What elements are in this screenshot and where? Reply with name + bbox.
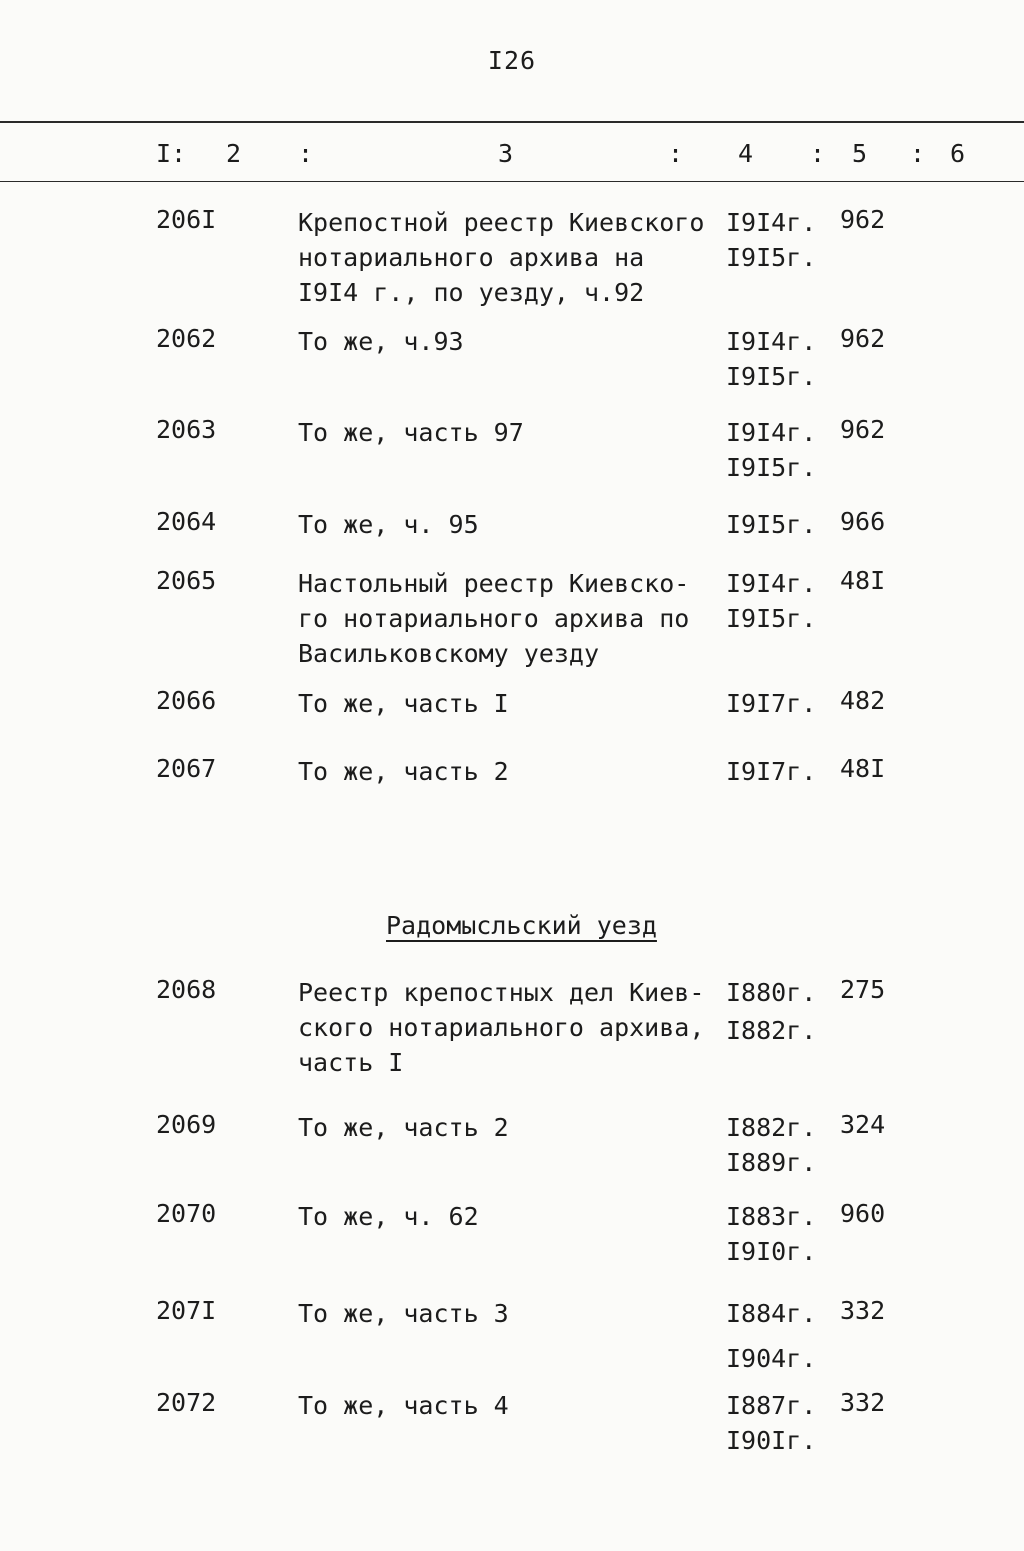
- entry-number: 2070: [156, 1199, 217, 1228]
- entry-number: 206I: [156, 205, 217, 234]
- description-line: То же, часть 3: [298, 1299, 509, 1328]
- description-line: То же, часть I: [298, 689, 509, 718]
- sheet-count: 960: [840, 1199, 886, 1228]
- sheet-count: 275: [840, 975, 886, 1004]
- start-date: I9I7г.: [726, 689, 817, 718]
- description-line: То же, часть 97: [298, 418, 524, 447]
- end-date: I9I5г.: [726, 604, 817, 633]
- description-line: То же, ч. 95: [298, 510, 479, 539]
- sheet-count: 962: [840, 415, 886, 444]
- start-date: I9I4г.: [726, 569, 817, 598]
- entry-number: 2069: [156, 1110, 217, 1139]
- entry-dates: [726, 205, 816, 275]
- entry-dates: [726, 754, 816, 789]
- entry-dates: [726, 1110, 816, 1180]
- end-date: I882г.: [726, 1016, 817, 1045]
- entry-description: [298, 507, 708, 542]
- sheet-count: 324: [840, 1110, 886, 1139]
- entry-dates: [726, 975, 816, 1048]
- end-date: I889г.: [726, 1148, 817, 1177]
- description-line: То же, ч.93: [298, 327, 464, 356]
- start-date: I887г.: [726, 1391, 817, 1420]
- sheet-count: 962: [840, 324, 886, 353]
- entry-description: [298, 1296, 708, 1331]
- description-line: Васильковскому уезду: [298, 639, 600, 668]
- entry-number: 207I: [156, 1296, 217, 1325]
- description-line: I9I4 г., по уезду, ч.92: [298, 278, 645, 307]
- start-date: I882г.: [726, 1113, 817, 1142]
- entry-description: [298, 754, 708, 789]
- column-header-1: I:: [156, 139, 187, 168]
- column-separator: :: [810, 139, 826, 168]
- page-number: I26: [487, 46, 537, 75]
- column-header-3: 3: [498, 139, 514, 168]
- start-date: I884г.: [726, 1299, 817, 1328]
- end-date: I9I5г.: [726, 453, 817, 482]
- description-line: То же, часть 4: [298, 1391, 509, 1420]
- entry-number: 2068: [156, 975, 217, 1004]
- column-separator: :: [910, 139, 926, 168]
- start-date: I883г.: [726, 1202, 817, 1231]
- entry-number: 2062: [156, 324, 217, 353]
- table-header-rule: [0, 181, 1024, 182]
- start-date: I9I5г.: [726, 510, 817, 539]
- entry-description: [298, 1110, 708, 1145]
- description-line: То же, часть 2: [298, 757, 509, 786]
- end-date: I9I0г.: [726, 1237, 817, 1266]
- entry-dates: [726, 686, 816, 721]
- column-header-5: 5: [852, 139, 868, 168]
- sheet-count: 482: [840, 686, 886, 715]
- sheet-count: 48I: [840, 566, 886, 595]
- entry-description: [298, 1388, 708, 1423]
- entry-number: 2066: [156, 686, 217, 715]
- entry-number: 2072: [156, 1388, 217, 1417]
- entry-description: [298, 686, 708, 721]
- sheet-count: 332: [840, 1388, 886, 1417]
- entry-description: [298, 566, 708, 671]
- sheet-count: 966: [840, 507, 886, 536]
- column-header-4: 4: [738, 139, 754, 168]
- column-separator: :: [298, 139, 314, 168]
- entry-number: 2065: [156, 566, 217, 595]
- start-date: I9I4г.: [726, 327, 817, 356]
- entry-description: [298, 205, 708, 310]
- entry-dates: [726, 415, 816, 485]
- entry-dates: [726, 566, 816, 636]
- entry-number: 2067: [156, 754, 217, 783]
- description-line: Реестр крепостных дел Киев-: [298, 978, 705, 1007]
- section-title: Радомысльский уезд: [386, 911, 657, 940]
- sheet-count: 962: [840, 205, 886, 234]
- entry-dates: [726, 1388, 816, 1458]
- entry-description: [298, 975, 708, 1080]
- column-header-6: 6: [950, 139, 966, 168]
- end-date: I90Iг.: [726, 1426, 817, 1455]
- entry-number: 2064: [156, 507, 217, 536]
- start-date: I880г.: [726, 978, 817, 1007]
- description-line: То же, ч. 62: [298, 1202, 479, 1231]
- table-top-rule: [0, 121, 1024, 123]
- end-date: I9I5г.: [726, 362, 817, 391]
- entry-dates: [726, 507, 816, 542]
- description-line: То же, часть 2: [298, 1113, 509, 1142]
- sheet-count: 48I: [840, 754, 886, 783]
- entry-dates: [726, 1199, 816, 1269]
- description-line: часть I: [298, 1048, 404, 1077]
- start-date: I9I7г.: [726, 757, 817, 786]
- description-line: ского нотариального архива,: [298, 1013, 705, 1042]
- entry-dates: [726, 324, 816, 394]
- entry-dates: [726, 1296, 816, 1376]
- entry-description: [298, 415, 708, 450]
- end-date: I904г.: [726, 1344, 817, 1373]
- start-date: I9I4г.: [726, 418, 817, 447]
- description-line: Настольный реестр Киевско-: [298, 569, 690, 598]
- description-line: нотариального архива на: [298, 243, 645, 272]
- entry-description: [298, 1199, 708, 1234]
- sheet-count: 332: [840, 1296, 886, 1325]
- end-date: I9I5г.: [726, 243, 817, 272]
- column-separator: :: [668, 139, 684, 168]
- entry-number: 2063: [156, 415, 217, 444]
- column-header-2: 2: [226, 139, 242, 168]
- description-line: го нотариального архива по: [298, 604, 690, 633]
- start-date: I9I4г.: [726, 208, 817, 237]
- description-line: Крепостной реестр Киевского: [298, 208, 705, 237]
- entry-description: [298, 324, 708, 359]
